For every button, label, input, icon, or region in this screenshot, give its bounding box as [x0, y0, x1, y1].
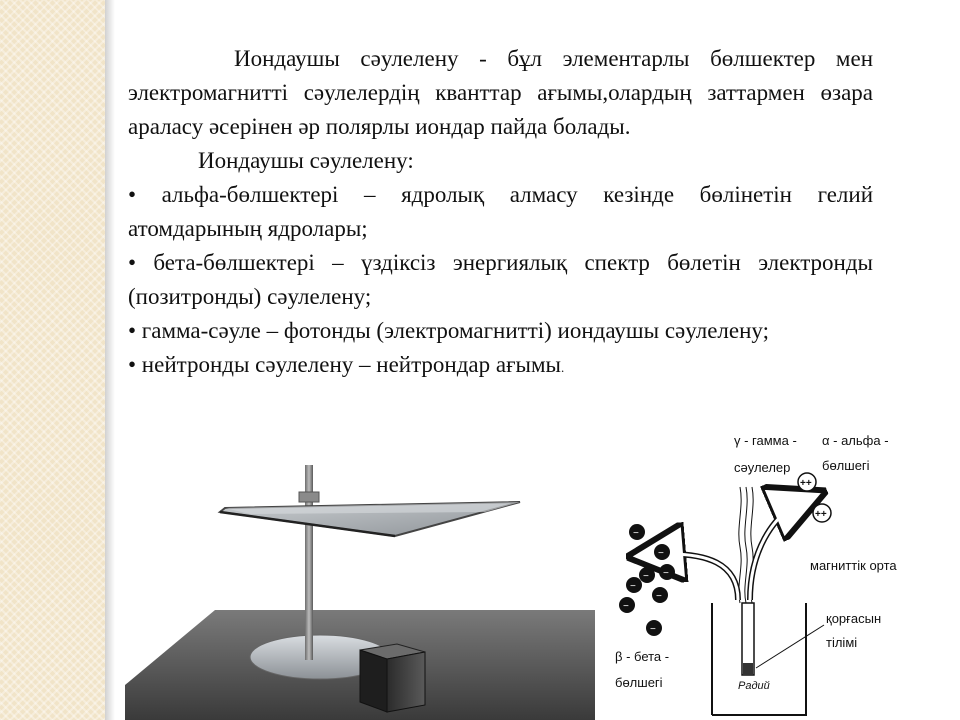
gamma-ray-wave-2: [745, 487, 747, 603]
svg-text:−: −: [656, 591, 662, 602]
gamma-label-line2: сәулелер: [734, 460, 791, 475]
beta-particle: [646, 620, 662, 636]
intro-paragraph: Иондаушы сәулелену - бұл элементарлы бөлшектер мен электромагнитті сәулелердің кванттар ағымы,олардың заттармен өзара араласу әсерінен әр полярлы иондар пайда болады.: [128, 46, 873, 139]
bullet-gamma: • гамма-сәуле – фотонды (электромагнитті) иондаушы сәулелену;: [128, 318, 769, 343]
lead-container: [712, 603, 806, 715]
svg-text:++: ++: [815, 509, 827, 520]
alpha-particle: [798, 473, 816, 491]
radiation-diagram: [600, 425, 940, 720]
beta-particle: [659, 564, 675, 580]
bullet-alpha: • альфа-бөлшектері – ядролық алмасу кезінде бөлінетін гелий атомдарының ядролары;: [128, 182, 873, 241]
magnetic-medium-label: магниттік орта: [810, 558, 897, 573]
beta-label-line1: β - бета -: [615, 649, 670, 664]
box-front: [360, 650, 387, 712]
beta-particle: [652, 587, 668, 603]
beta-label-line2: бөлшегі: [615, 675, 663, 690]
lead-label-line1: қорғасын: [826, 611, 882, 626]
beta-particle: [629, 524, 645, 540]
bullet-neutron-text: • нейтронды сәулелену – нейтрондар ағымы: [128, 352, 561, 377]
alpha-particle: [813, 504, 831, 522]
gamma-label-line1: γ - гамма -: [734, 433, 797, 448]
svg-text:++: ++: [800, 478, 812, 489]
alpha-label-line2: бөлшегі: [822, 458, 870, 473]
slide-text: [128, 42, 873, 385]
svg-text:−: −: [630, 581, 636, 592]
svg-text:−: −: [663, 568, 669, 579]
svg-text:−: −: [658, 548, 664, 559]
beta-particle: [626, 577, 642, 593]
svg-text:−: −: [623, 601, 629, 612]
slide-edge-shadow: [105, 0, 115, 720]
apparatus-illustration: [125, 450, 595, 720]
svg-text:−: −: [643, 571, 649, 582]
lead-label-line2: тілімі: [826, 635, 858, 650]
trailing-dot: .: [561, 360, 565, 375]
beta-particle: [639, 567, 655, 583]
decorative-side-strip: [0, 0, 105, 720]
svg-text:−: −: [650, 624, 656, 635]
subheading: Иондаушы сәулелену:: [198, 148, 414, 173]
beta-particle: [654, 544, 670, 560]
svg-text:−: −: [633, 528, 639, 539]
radium-sample: [743, 663, 753, 675]
radium-label: Радий: [738, 680, 770, 692]
lead-pointer-line: [756, 625, 824, 668]
rod-clamp: [299, 492, 319, 502]
bullet-neutron: [128, 348, 873, 385]
beta-particle: [619, 597, 635, 613]
box-side: [387, 652, 425, 712]
alpha-label-line1: α - альфа -: [822, 433, 889, 448]
bullet-beta: • бета-бөлшектері – үздіксіз энергиялық спектр бөлетін электронды (позитронды) сәулелену;: [128, 250, 873, 309]
